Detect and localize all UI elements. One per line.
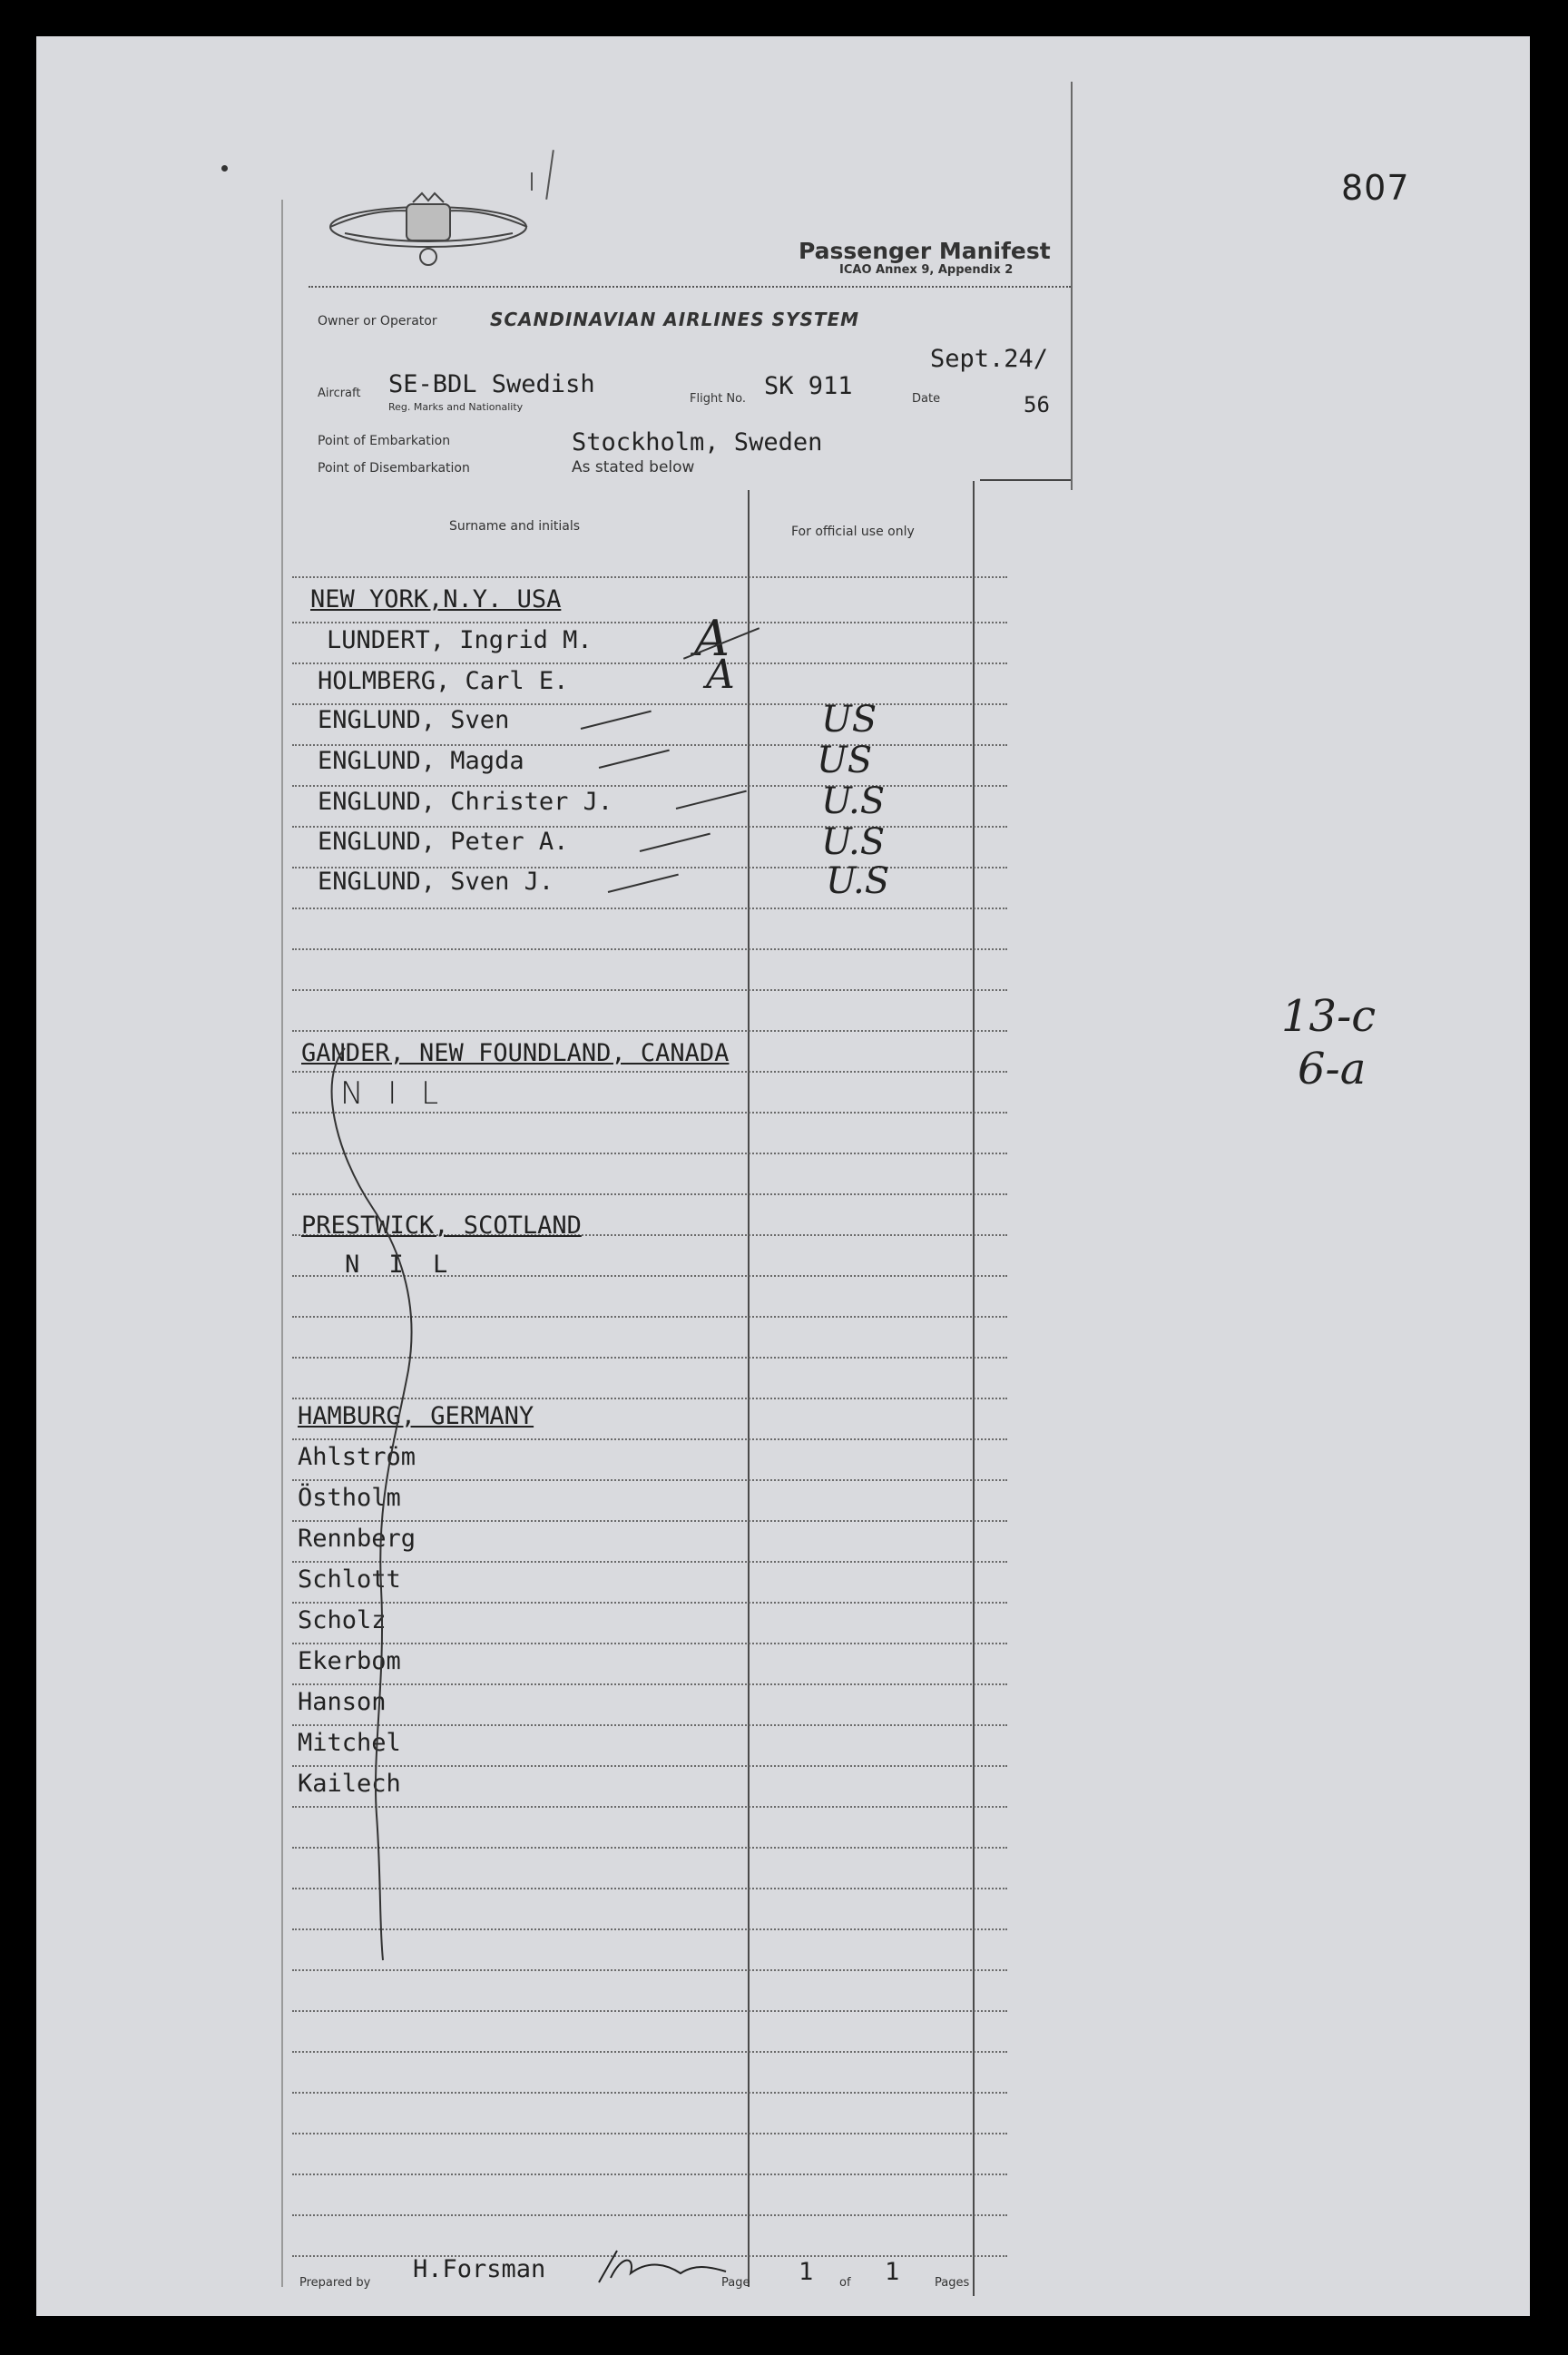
tick-mark xyxy=(581,711,652,730)
row-rule xyxy=(292,2010,1007,2012)
official-mark: A xyxy=(694,610,730,667)
tick-mark xyxy=(640,833,710,852)
form-title: Passenger Manifest xyxy=(799,238,1051,264)
stray-mark xyxy=(545,150,554,200)
official-mark: US xyxy=(821,699,877,741)
official-mark: A xyxy=(706,652,735,698)
row-rule xyxy=(292,662,1007,664)
section-heading: GANDER, NEW FOUNDLAND, CANADA xyxy=(301,1039,730,1067)
row-rule xyxy=(292,622,1007,623)
passenger-name: Ahlström xyxy=(298,1443,416,1471)
form-subtitle: ICAO Annex 9, Appendix 2 xyxy=(839,263,1014,277)
page-number: 807 xyxy=(1341,168,1410,208)
prepared-value: H.Forsman xyxy=(413,2255,546,2283)
signature xyxy=(594,2246,730,2287)
passenger-name: Rennberg xyxy=(298,1525,416,1553)
passenger-name: Schlott xyxy=(298,1565,401,1594)
of-label: of xyxy=(839,2276,851,2290)
embark-label: Point of Embarkation xyxy=(318,434,451,448)
page-value: 1 xyxy=(799,2258,814,2286)
flight-value: SK 911 xyxy=(764,372,853,400)
date-value-line2: 56 xyxy=(1024,392,1050,417)
header-bottom-rule xyxy=(980,479,1071,481)
section-heading: NEW YORK,N.Y. USA xyxy=(310,585,562,613)
margin-note: 6-a xyxy=(1298,1044,1367,1094)
stray-mark xyxy=(531,172,533,191)
row-rule xyxy=(292,1969,1007,1971)
nil-entry: N I L xyxy=(340,1075,446,1112)
tick-mark xyxy=(608,874,679,893)
row-rule xyxy=(292,2133,1007,2134)
row-rule xyxy=(292,1030,1007,1032)
official-mark: U.S xyxy=(821,821,886,863)
passenger-name: Hanson xyxy=(298,1688,387,1716)
header-right-rule xyxy=(1071,82,1073,490)
passenger-name: ENGLUND, Sven J. xyxy=(318,868,554,896)
owner-label: Owner or Operator xyxy=(318,314,437,329)
right-border xyxy=(973,481,975,2296)
header-rule xyxy=(309,286,1071,288)
of-value: 1 xyxy=(885,2258,900,2286)
passenger-name: LUNDERT, Ingrid M. xyxy=(327,626,593,654)
passenger-name: ENGLUND, Christer J. xyxy=(318,788,613,816)
prepared-label: Prepared by xyxy=(299,2276,371,2290)
nil-entry: N I L xyxy=(345,1251,456,1279)
row-rule xyxy=(292,2214,1007,2216)
date-label: Date xyxy=(912,392,941,406)
section-heading: PRESTWICK, SCOTLAND xyxy=(301,1212,582,1240)
row-rule xyxy=(292,576,1007,578)
flight-label: Flight No. xyxy=(690,392,747,406)
column-header-names: Surname and initials xyxy=(449,519,581,534)
official-mark: US xyxy=(817,740,873,781)
passenger-name: ENGLUND, Magda xyxy=(318,747,524,775)
official-mark: U.S xyxy=(821,780,886,822)
aircraft-label: Aircraft xyxy=(318,387,361,400)
owner-value: SCANDINAVIAN AIRLINES SYSTEM xyxy=(490,309,860,330)
airline-logo-icon xyxy=(327,186,531,272)
passenger-name: Kailech xyxy=(298,1770,401,1798)
section-heading: HAMBURG, GERMANY xyxy=(298,1402,534,1430)
passenger-name: Ekerbom xyxy=(298,1647,401,1675)
row-rule xyxy=(292,908,1007,909)
row-rule xyxy=(292,2051,1007,2053)
manifest-form xyxy=(272,82,1078,2301)
disembark-label: Point of Disembarkation xyxy=(318,461,470,476)
left-margin-rule xyxy=(281,200,283,2287)
page-label: Page xyxy=(721,2276,750,2290)
row-rule xyxy=(292,2173,1007,2175)
embark-value: Stockholm, Sweden xyxy=(572,428,823,456)
speck xyxy=(221,165,228,172)
passenger-name: ENGLUND, Peter A. xyxy=(318,828,569,856)
column-divider xyxy=(748,490,750,2287)
pages-label: Pages xyxy=(935,2276,970,2290)
passenger-name: HOLMBERG, Carl E. xyxy=(318,667,569,695)
column-header-official: For official use only xyxy=(791,525,915,539)
margin-note: 13-c xyxy=(1281,991,1377,1042)
row-rule xyxy=(292,703,1007,705)
tick-mark xyxy=(599,750,670,769)
bracket-stroke xyxy=(309,1044,436,1969)
row-rule xyxy=(292,2092,1007,2094)
official-mark: U.S xyxy=(826,860,890,902)
passenger-name: Östholm xyxy=(298,1484,401,1512)
passenger-name: Mitchel xyxy=(298,1729,401,1757)
tick-mark xyxy=(676,790,747,810)
row-rule xyxy=(292,948,1007,950)
date-value-line1: Sept.24/ xyxy=(930,345,1049,373)
row-rule xyxy=(292,744,1007,746)
passenger-name: ENGLUND, Sven xyxy=(318,706,510,734)
row-rule xyxy=(292,785,1007,787)
row-rule xyxy=(292,989,1007,991)
disembark-value: As stated below xyxy=(572,458,695,476)
aircraft-sublabel: Reg. Marks and Nationality xyxy=(388,401,524,413)
aircraft-value: SE-BDL Swedish xyxy=(388,370,595,398)
passenger-name: Scholz xyxy=(298,1606,387,1634)
